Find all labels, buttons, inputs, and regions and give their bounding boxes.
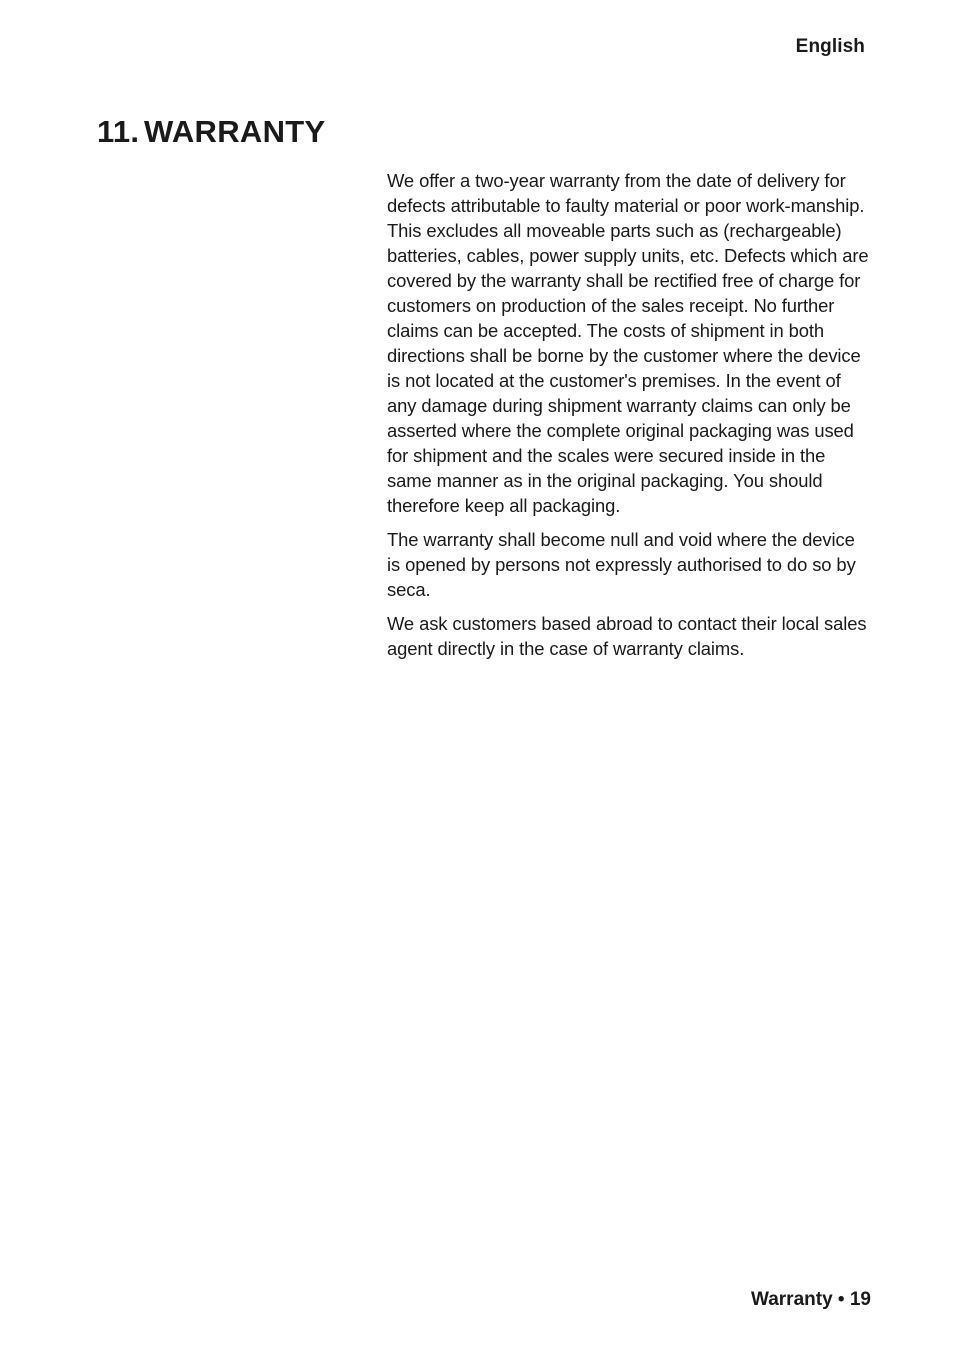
warranty-paragraph-void: The warranty shall become null and void where the device is opened by persons not expressly authorised to do so by seca. bbox=[387, 529, 856, 600]
footer-separator: • bbox=[837, 1289, 845, 1310]
warranty-body bbox=[387, 168, 869, 670]
page-footer bbox=[751, 1289, 871, 1311]
section-number: 11. bbox=[97, 114, 140, 149]
section-heading bbox=[97, 114, 326, 150]
language-label: English bbox=[795, 36, 865, 57]
section-title: WARRANTY bbox=[144, 114, 326, 149]
footer-section-name: Warranty bbox=[750, 1289, 833, 1310]
page-number: 19 bbox=[849, 1289, 871, 1310]
warranty-paragraph-terms: We offer a two-year warranty from the date of delivery for defects attributable to faulty material or poor work-manship. This excludes all moveable parts such as (rechargeable) batteries, cables, power supply units, etc. Defects which are covered by the warranty shall be rectified free of charge for customers on production of the sales receipt. No further claims can be accepted. The costs of shipment in both directions shall be borne by the customer where the device is not located at the customer's premises. In the event of any damage during shipment warranty claims can only be asserted where the complete original packaging was used for shipment and the scales were secured inside in the same manner as in the original packaging. You should therefore keep all packaging. bbox=[387, 170, 869, 516]
warranty-paragraph-abroad: We ask customers based abroad to contact their local sales agent directly in the case of warranty claims. bbox=[387, 613, 867, 659]
